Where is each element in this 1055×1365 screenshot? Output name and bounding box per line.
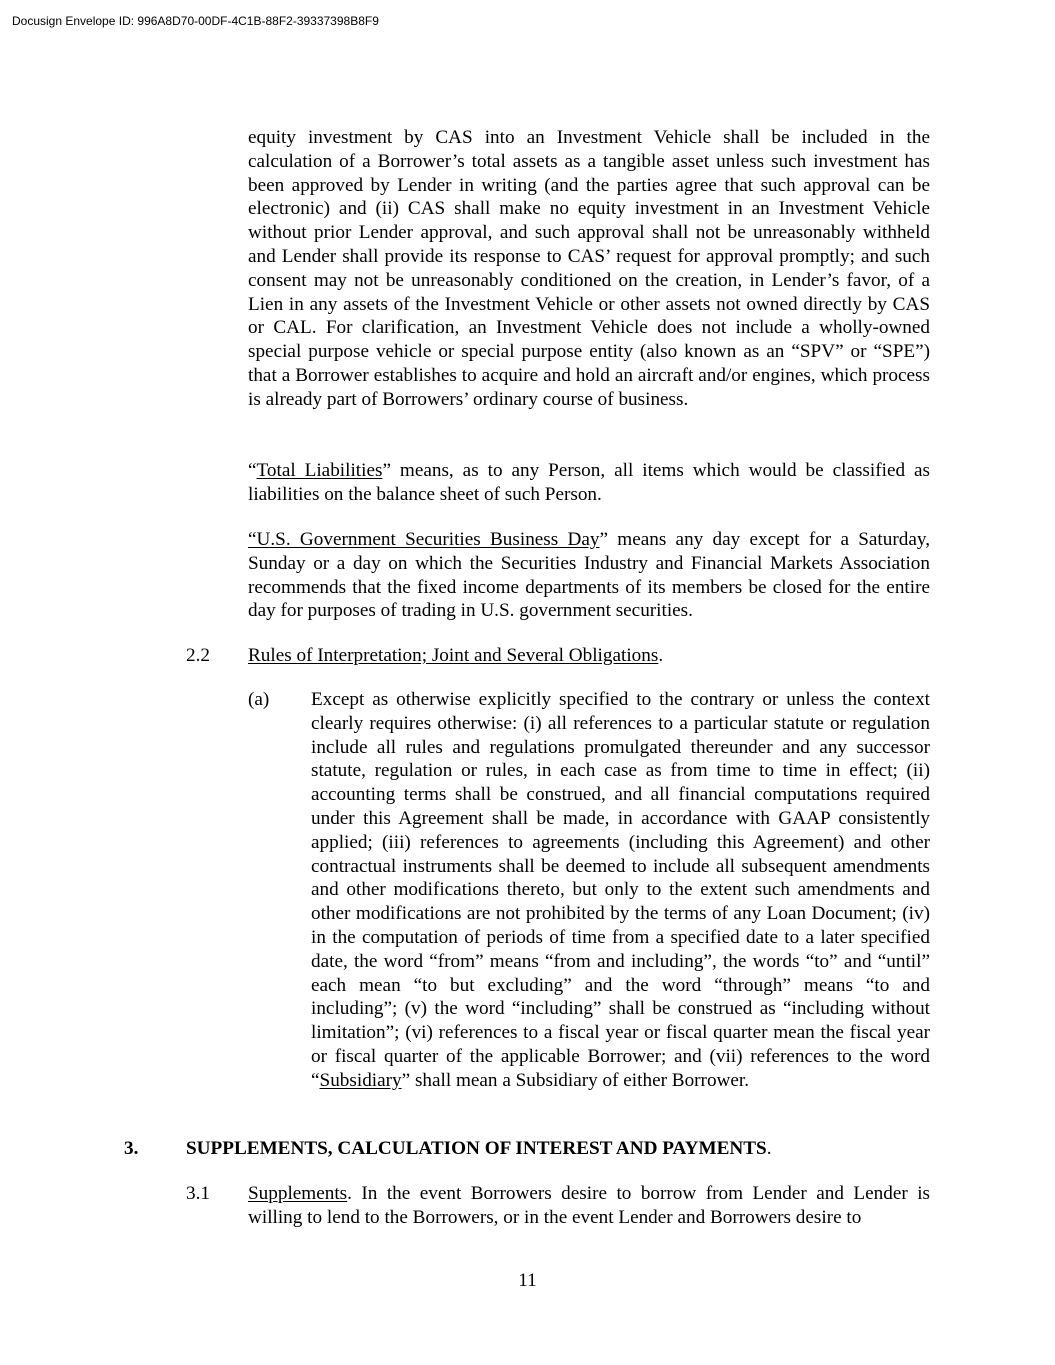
clause-a-text-after: ” shall mean a Subsidiary of either Borrower. [401,1069,750,1091]
section-3-1-title: Supplements [248,1183,348,1204]
total-liabilities-term: Total Liabilities [256,460,383,481]
subsidiary-term: Subsidiary [319,1069,402,1091]
section-2-2-title: Rules of Interpretation; Joint and Several Obligations [248,645,659,666]
section-3-number: 3. [124,1138,139,1159]
us-gov-securities-term: “U.S. Government Securities Business Day [248,529,600,550]
section-2-2-period: . [658,645,664,666]
section-3-heading [186,1137,772,1161]
clause-a-text [311,688,930,1093]
us-gov-securities-text: ” means any day except for a Saturday, Sunday or a day on which the Securities Industry and Financial Markets Association recommends that the fixed income departments of its members be closed for the entire day for purposes of trading in U.S. government securities. [248,529,930,622]
section-3-1-text: . In the event Borrowers desire to borrow from Lender and Lender is willing to lend to the Borrowers, or in the event Lender and Borrowers desire to [248,1183,930,1228]
section-3-title: SUPPLEMENTS, CALCULATION OF INTEREST AND PAYMENTS [186,1138,767,1159]
section-3-1-number: 3.1 [186,1183,210,1204]
total-liabilities-definition [248,459,930,507]
docusign-envelope-id: Docusign Envelope ID: 996A8D70-00DF-4C1B-88F2-39337398B8F9 [12,14,379,28]
us-gov-securities-definition [248,528,930,623]
clause-a-text-before: Except as otherwise explicitly specified to the contrary or unless the context clearly requires otherwise: (i) all references to a particular statute or regulation include all rules and regulations promulgated thereunder and any successor statute, regulation or rules, in each case as from time to time in effect; (ii) accounting terms shall be construed, and all financial computations required under this Agreement shall be made, in accordance with GAAP consistently applied; (iii) references to agreements (including this Agreement) and other contractual instruments shall be deemed to include all subsequent amendments and other modifications thereto, but only to the extent such amendments and other modifications are not prohibited by the terms of any Loan Document; (iv) in the computation of periods of time from a specified date to a later specified date, the word “from” means “from and including”, the words “to” and “until” each mean “to but excluding” and the word “through” means “to and including”; (v) the word “including” shall be construed as “including without limitation”; (vi) references to a fiscal year or fiscal quarter mean the fiscal year or fiscal quarter of the applicable Borrower; and (vii) references to the word “ [311,689,930,1091]
section-2-2-number: 2.2 [186,645,210,666]
section-3-period: . [766,1138,772,1159]
page-number: 11 [518,1270,537,1291]
section-3-1-paragraph [248,1182,930,1230]
clause-a-label: (a) [248,689,270,710]
section-2-2-heading [248,644,663,668]
investment-vehicle-paragraph: equity investment by CAS into an Investment Vehicle shall be included in the calculation of a Borrower’s total assets as a tangible asset unless such investment has been approved by Lender in writing (and the parties agree that such approval can be electronic) and (ii) CAS shall make no equity investment in an Investment Vehicle without prior Lender approval, and such approval shall not be unreasonably withheld and Lender shall provide its response to CAS’ request for approval promptly; and such consent may not be unreasonably conditioned on the creation, in Lender’s favor, of a Lien in any assets of the Investment Vehicle or other assets not owned directly by CAS or CAL. For clarification, an Investment Vehicle does not include a wholly-owned special purpose vehicle or special purpose entity (also known as an “SPV” or “SPE”) that a Borrower establishes to acquire and hold an aircraft and/or engines, which process is already part of Borrowers’ ordinary course of business. [248,127,930,410]
open-quote: “ [248,460,257,481]
total-liabilities-text: ” means, as to any Person, all items which would be classified as liabilities on the balance sheet of such Person. [248,460,930,505]
